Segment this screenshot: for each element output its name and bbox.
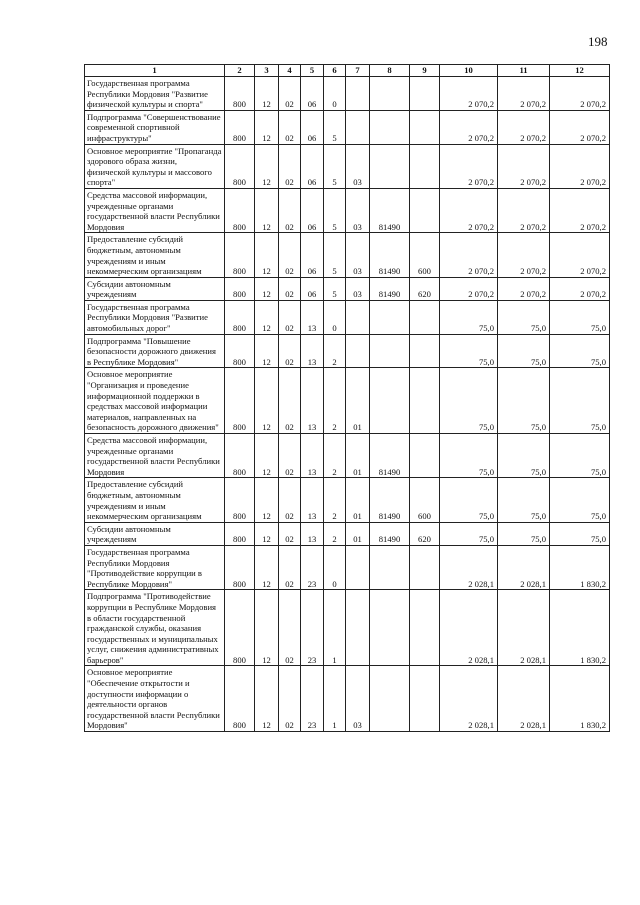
amount-cell: 2 070,2 bbox=[440, 233, 498, 277]
code-cell: 03 bbox=[346, 188, 370, 232]
amount-cell: 75,0 bbox=[550, 334, 610, 368]
code-cell: 800 bbox=[225, 334, 255, 368]
code-cell bbox=[346, 590, 370, 666]
code-cell: 600 bbox=[410, 233, 440, 277]
amount-cell: 2 070,2 bbox=[440, 77, 498, 111]
row-name-cell: Государственная программа Республики Мордовия "Противодействие коррупции в Республике Мордовия" bbox=[85, 545, 225, 589]
code-cell: 12 bbox=[255, 478, 279, 522]
table-row bbox=[85, 522, 610, 545]
amount-cell: 2 070,2 bbox=[550, 110, 610, 144]
code-cell: 800 bbox=[225, 545, 255, 589]
row-name-cell: Предоставление субсидий бюджетным, автономным учреждениям и иным некоммерческим организациям bbox=[85, 233, 225, 277]
code-cell: 12 bbox=[255, 666, 279, 732]
code-cell bbox=[410, 110, 440, 144]
column-header: 6 bbox=[324, 65, 346, 77]
row-name-cell: Субсидии автономным учреждениям bbox=[85, 277, 225, 300]
code-cell: 2 bbox=[324, 434, 346, 478]
header-row bbox=[85, 65, 610, 77]
code-cell: 02 bbox=[279, 666, 301, 732]
code-cell: 23 bbox=[301, 666, 324, 732]
code-cell: 03 bbox=[346, 233, 370, 277]
code-cell: 06 bbox=[301, 233, 324, 277]
code-cell: 81490 bbox=[370, 277, 410, 300]
amount-cell: 75,0 bbox=[498, 522, 550, 545]
amount-cell: 1 830,2 bbox=[550, 545, 610, 589]
code-cell: 2 bbox=[324, 522, 346, 545]
amount-cell: 2 028,1 bbox=[498, 590, 550, 666]
code-cell bbox=[370, 300, 410, 334]
table-row bbox=[85, 334, 610, 368]
table-row bbox=[85, 666, 610, 732]
code-cell: 06 bbox=[301, 188, 324, 232]
code-cell bbox=[370, 590, 410, 666]
amount-cell: 2 028,1 bbox=[498, 666, 550, 732]
code-cell: 800 bbox=[225, 368, 255, 434]
column-header: 11 bbox=[498, 65, 550, 77]
code-cell: 03 bbox=[346, 666, 370, 732]
code-cell: 02 bbox=[279, 188, 301, 232]
amount-cell: 2 028,1 bbox=[440, 545, 498, 589]
code-cell bbox=[410, 590, 440, 666]
budget-table bbox=[84, 64, 610, 732]
table-row bbox=[85, 77, 610, 111]
column-header: 7 bbox=[346, 65, 370, 77]
code-cell: 800 bbox=[225, 110, 255, 144]
code-cell: 01 bbox=[346, 434, 370, 478]
code-cell: 02 bbox=[279, 77, 301, 111]
column-header: 8 bbox=[370, 65, 410, 77]
code-cell bbox=[410, 545, 440, 589]
code-cell: 02 bbox=[279, 478, 301, 522]
code-cell bbox=[410, 434, 440, 478]
code-cell bbox=[346, 545, 370, 589]
amount-cell: 75,0 bbox=[440, 368, 498, 434]
row-name-cell: Подпрограмма "Совершенствование современной спортивной инфраструктуры" bbox=[85, 110, 225, 144]
code-cell bbox=[370, 77, 410, 111]
amount-cell: 75,0 bbox=[498, 478, 550, 522]
amount-cell: 75,0 bbox=[440, 300, 498, 334]
row-name-cell: Субсидии автономным учреждениям bbox=[85, 522, 225, 545]
code-cell: 02 bbox=[279, 300, 301, 334]
row-name-cell: Основное мероприятие "Организация и проведение информационной поддержки в средствах массовой информации материалов, направленных на безопасность дорожного движения" bbox=[85, 368, 225, 434]
column-header: 5 bbox=[301, 65, 324, 77]
amount-cell: 2 070,2 bbox=[498, 144, 550, 188]
row-name-cell: Основное мероприятие "Пропаганда здорового образа жизни, физической культуры и массового спорта" bbox=[85, 144, 225, 188]
code-cell: 23 bbox=[301, 545, 324, 589]
code-cell: 02 bbox=[279, 545, 301, 589]
code-cell: 03 bbox=[346, 144, 370, 188]
code-cell: 800 bbox=[225, 434, 255, 478]
code-cell bbox=[410, 666, 440, 732]
amount-cell: 2 070,2 bbox=[498, 277, 550, 300]
column-header: 2 bbox=[225, 65, 255, 77]
amount-cell: 75,0 bbox=[440, 334, 498, 368]
table-row bbox=[85, 277, 610, 300]
code-cell: 01 bbox=[346, 478, 370, 522]
row-name-cell: Государственная программа Республики Мордовия "Развитие физической культуры и спорта" bbox=[85, 77, 225, 111]
column-header: 3 bbox=[255, 65, 279, 77]
code-cell: 12 bbox=[255, 590, 279, 666]
amount-cell: 2 028,1 bbox=[440, 666, 498, 732]
amount-cell: 2 070,2 bbox=[440, 144, 498, 188]
code-cell bbox=[410, 334, 440, 368]
amount-cell: 2 070,2 bbox=[440, 277, 498, 300]
code-cell: 0 bbox=[324, 300, 346, 334]
code-cell: 800 bbox=[225, 188, 255, 232]
code-cell: 1 bbox=[324, 590, 346, 666]
code-cell: 12 bbox=[255, 77, 279, 111]
code-cell: 02 bbox=[279, 144, 301, 188]
amount-cell: 75,0 bbox=[498, 300, 550, 334]
amount-cell: 2 070,2 bbox=[550, 144, 610, 188]
code-cell bbox=[370, 666, 410, 732]
code-cell: 01 bbox=[346, 368, 370, 434]
code-cell: 800 bbox=[225, 590, 255, 666]
code-cell: 13 bbox=[301, 300, 324, 334]
code-cell: 800 bbox=[225, 233, 255, 277]
code-cell: 02 bbox=[279, 368, 301, 434]
table-row bbox=[85, 590, 610, 666]
code-cell bbox=[410, 368, 440, 434]
row-name-cell: Средства массовой информации, учрежденные органами государственной власти Республики Мордовия bbox=[85, 188, 225, 232]
column-header: 9 bbox=[410, 65, 440, 77]
code-cell: 5 bbox=[324, 233, 346, 277]
code-cell: 2 bbox=[324, 478, 346, 522]
code-cell: 2 bbox=[324, 334, 346, 368]
amount-cell: 75,0 bbox=[440, 434, 498, 478]
code-cell: 02 bbox=[279, 590, 301, 666]
amount-cell: 75,0 bbox=[440, 478, 498, 522]
table-row bbox=[85, 368, 610, 434]
amount-cell: 75,0 bbox=[498, 434, 550, 478]
code-cell: 0 bbox=[324, 545, 346, 589]
table-row bbox=[85, 144, 610, 188]
table-row bbox=[85, 545, 610, 589]
amount-cell: 2 070,2 bbox=[440, 110, 498, 144]
row-name-cell: Подпрограмма "Повышение безопасности дорожного движения в Республике Мордовия" bbox=[85, 334, 225, 368]
table-row bbox=[85, 188, 610, 232]
amount-cell: 2 070,2 bbox=[440, 188, 498, 232]
code-cell: 13 bbox=[301, 522, 324, 545]
amount-cell: 2 070,2 bbox=[550, 233, 610, 277]
code-cell: 02 bbox=[279, 522, 301, 545]
code-cell: 0 bbox=[324, 77, 346, 111]
code-cell: 12 bbox=[255, 144, 279, 188]
code-cell: 5 bbox=[324, 110, 346, 144]
code-cell: 81490 bbox=[370, 478, 410, 522]
amount-cell: 75,0 bbox=[498, 334, 550, 368]
code-cell: 12 bbox=[255, 334, 279, 368]
code-cell: 800 bbox=[225, 478, 255, 522]
code-cell bbox=[346, 334, 370, 368]
code-cell: 13 bbox=[301, 334, 324, 368]
column-header: 4 bbox=[279, 65, 301, 77]
row-name-cell: Подпрограмма "Противодействие коррупции в Республике Мордовия в области государственной гражданской службы, оказания государственных и муниципальных услуг, снижения административных барьеров" bbox=[85, 590, 225, 666]
code-cell: 800 bbox=[225, 522, 255, 545]
code-cell bbox=[346, 110, 370, 144]
code-cell: 800 bbox=[225, 300, 255, 334]
code-cell: 12 bbox=[255, 368, 279, 434]
code-cell: 12 bbox=[255, 522, 279, 545]
code-cell: 620 bbox=[410, 522, 440, 545]
code-cell bbox=[370, 110, 410, 144]
code-cell: 23 bbox=[301, 590, 324, 666]
page-number: 198 bbox=[588, 34, 608, 49]
code-cell bbox=[346, 77, 370, 111]
code-cell: 06 bbox=[301, 277, 324, 300]
amount-cell: 2 070,2 bbox=[498, 110, 550, 144]
code-cell: 13 bbox=[301, 478, 324, 522]
code-cell: 06 bbox=[301, 110, 324, 144]
amount-cell: 2 070,2 bbox=[550, 277, 610, 300]
code-cell: 06 bbox=[301, 144, 324, 188]
code-cell: 5 bbox=[324, 144, 346, 188]
amount-cell: 75,0 bbox=[550, 368, 610, 434]
code-cell bbox=[410, 77, 440, 111]
code-cell: 81490 bbox=[370, 522, 410, 545]
code-cell: 12 bbox=[255, 233, 279, 277]
column-header: 12 bbox=[550, 65, 610, 77]
amount-cell: 2 070,2 bbox=[498, 77, 550, 111]
amount-cell: 75,0 bbox=[550, 522, 610, 545]
table-row bbox=[85, 300, 610, 334]
code-cell bbox=[410, 188, 440, 232]
code-cell: 12 bbox=[255, 277, 279, 300]
code-cell: 03 bbox=[346, 277, 370, 300]
code-cell: 02 bbox=[279, 334, 301, 368]
code-cell bbox=[410, 300, 440, 334]
code-cell: 06 bbox=[301, 77, 324, 111]
code-cell: 02 bbox=[279, 233, 301, 277]
amount-cell: 2 028,1 bbox=[440, 590, 498, 666]
table-row bbox=[85, 233, 610, 277]
column-header: 1 bbox=[85, 65, 225, 77]
code-cell bbox=[370, 545, 410, 589]
amount-cell: 2 070,2 bbox=[498, 233, 550, 277]
code-cell: 2 bbox=[324, 368, 346, 434]
amount-cell: 75,0 bbox=[498, 368, 550, 434]
table-row bbox=[85, 110, 610, 144]
amount-cell: 2 070,2 bbox=[550, 77, 610, 111]
code-cell: 12 bbox=[255, 434, 279, 478]
column-header: 10 bbox=[440, 65, 498, 77]
code-cell bbox=[346, 300, 370, 334]
code-cell bbox=[370, 368, 410, 434]
code-cell: 12 bbox=[255, 300, 279, 334]
amount-cell: 1 830,2 bbox=[550, 666, 610, 732]
amount-cell: 75,0 bbox=[550, 478, 610, 522]
code-cell: 13 bbox=[301, 368, 324, 434]
amount-cell: 2 028,1 bbox=[498, 545, 550, 589]
amount-cell: 1 830,2 bbox=[550, 590, 610, 666]
code-cell: 02 bbox=[279, 277, 301, 300]
code-cell: 800 bbox=[225, 666, 255, 732]
code-cell: 620 bbox=[410, 277, 440, 300]
row-name-cell: Основное мероприятие "Обеспечение открытости и доступности информации о деятельности органов государственной власти Республики Мордовия" bbox=[85, 666, 225, 732]
row-name-cell: Предоставление субсидий бюджетным, автономным учреждениям и иным некоммерческим организациям bbox=[85, 478, 225, 522]
code-cell: 81490 bbox=[370, 434, 410, 478]
row-name-cell: Государственная программа Республики Мордовия "Развитие автомобильных дорог" bbox=[85, 300, 225, 334]
row-name-cell: Средства массовой информации, учрежденные органами государственной власти Республики Мордовия bbox=[85, 434, 225, 478]
code-cell: 81490 bbox=[370, 233, 410, 277]
code-cell: 81490 bbox=[370, 188, 410, 232]
code-cell bbox=[370, 144, 410, 188]
code-cell: 800 bbox=[225, 277, 255, 300]
code-cell: 13 bbox=[301, 434, 324, 478]
code-cell: 5 bbox=[324, 277, 346, 300]
table-row bbox=[85, 434, 610, 478]
code-cell: 800 bbox=[225, 77, 255, 111]
code-cell: 600 bbox=[410, 478, 440, 522]
code-cell: 5 bbox=[324, 188, 346, 232]
code-cell: 12 bbox=[255, 545, 279, 589]
code-cell: 01 bbox=[346, 522, 370, 545]
amount-cell: 75,0 bbox=[550, 300, 610, 334]
amount-cell: 75,0 bbox=[440, 522, 498, 545]
amount-cell: 2 070,2 bbox=[498, 188, 550, 232]
code-cell bbox=[410, 144, 440, 188]
amount-cell: 75,0 bbox=[550, 434, 610, 478]
table-row bbox=[85, 478, 610, 522]
code-cell: 02 bbox=[279, 110, 301, 144]
code-cell: 800 bbox=[225, 144, 255, 188]
amount-cell: 2 070,2 bbox=[550, 188, 610, 232]
code-cell: 1 bbox=[324, 666, 346, 732]
code-cell bbox=[370, 334, 410, 368]
code-cell: 12 bbox=[255, 188, 279, 232]
code-cell: 12 bbox=[255, 110, 279, 144]
code-cell: 02 bbox=[279, 434, 301, 478]
table-body bbox=[85, 77, 610, 732]
